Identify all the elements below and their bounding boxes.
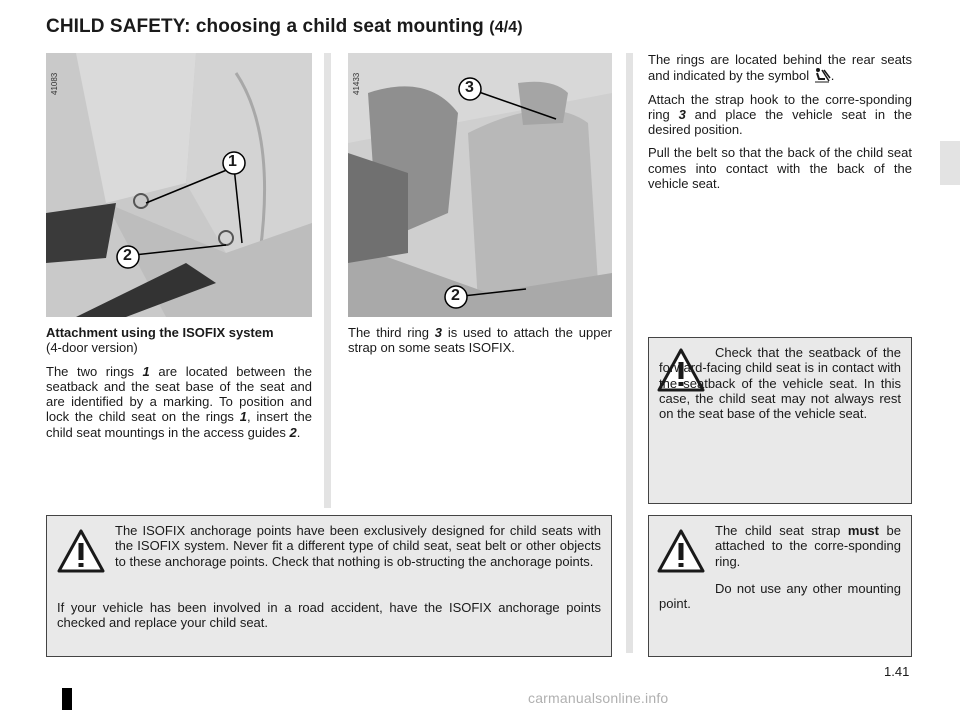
isofix-rings-illustration bbox=[46, 53, 312, 317]
warning-text-isofix: The ISOFIX anchorage points have been exclusively designed for child seats with the ISOFIX system. Never fit a different type of child seat, seat belt or other objects to these anchorage points. Check that nothing is ob-structing the anchorage points. bbox=[115, 523, 601, 569]
warning-text-mounting-point: Do not use any other mounting point. bbox=[659, 581, 901, 612]
title-main: CHILD SAFETY: choosing a child seat mounting bbox=[46, 16, 484, 37]
warning-text-accident: If your vehicle has been involved in a road accident, have the ISOFIX anchorage points checked and replace your child seat. bbox=[57, 600, 601, 631]
section-heading: Attachment using the ISOFIX system bbox=[46, 325, 274, 340]
isofix-symbol-icon bbox=[813, 67, 831, 83]
rings-paragraph: The two rings 1 are located between the seatback and the seat base of the seat and are identified by a marking. To position and lock the child seat on the rings 1, insert the child seat mountings in the access guides 2. bbox=[46, 363, 312, 440]
column-divider bbox=[324, 53, 331, 508]
warning-text-seatback: Check that the seatback of the forward-facing child seat is in contact with the seatback of the vehicle seat. In this case, the child seat may not always rest on the seat base of the vehicle seat. bbox=[659, 345, 901, 422]
warning-triangle-icon bbox=[57, 528, 105, 574]
top-tether-illustration bbox=[348, 53, 612, 317]
callout-label-2: 2 bbox=[123, 247, 132, 264]
section-subheading: (4-door version) bbox=[46, 340, 138, 356]
section-tab bbox=[940, 141, 960, 185]
callout-label-3: 3 bbox=[465, 79, 474, 96]
column-divider bbox=[626, 53, 633, 508]
rings-location-section bbox=[648, 52, 912, 199]
figure-top-tether bbox=[348, 53, 612, 317]
callout-label-1: 1 bbox=[228, 153, 237, 170]
warning-text-strap: The child seat strap must be attached to the corre-sponding ring. bbox=[715, 523, 901, 569]
warning-box-strap bbox=[648, 515, 912, 657]
figure-id: 41433 bbox=[352, 72, 361, 95]
footer-watermark: carmanualsonline.info bbox=[528, 690, 669, 706]
column-divider bbox=[626, 508, 633, 653]
figure-isofix-rings bbox=[46, 53, 312, 317]
title-suffix: (4/4) bbox=[489, 19, 523, 36]
warning-triangle-icon bbox=[657, 528, 705, 574]
isofix-attachment-section bbox=[46, 325, 312, 448]
page-title bbox=[46, 16, 523, 38]
rings-location-paragraph: The rings are located behind the rear seats and indicated by the symbol . bbox=[648, 52, 912, 84]
third-ring-paragraph: The third ring 3 is used to attach the upper strap on some seats ISOFIX. bbox=[348, 325, 612, 356]
pull-belt-paragraph: Pull the belt so that the back of the child seat comes into contact with the back of the vehicle seat. bbox=[648, 145, 912, 192]
attach-strap-paragraph: Attach the strap hook to the corre-sponding ring 3 and place the vehicle seat in the desired position. bbox=[648, 91, 912, 138]
page-number: 1.41 bbox=[884, 664, 910, 679]
warning-box-isofix bbox=[46, 515, 612, 657]
callout-label-2b: 2 bbox=[451, 287, 460, 304]
warning-box-seatback bbox=[648, 337, 912, 504]
figure-id: 41083 bbox=[50, 72, 59, 95]
corner-mark bbox=[62, 688, 72, 710]
